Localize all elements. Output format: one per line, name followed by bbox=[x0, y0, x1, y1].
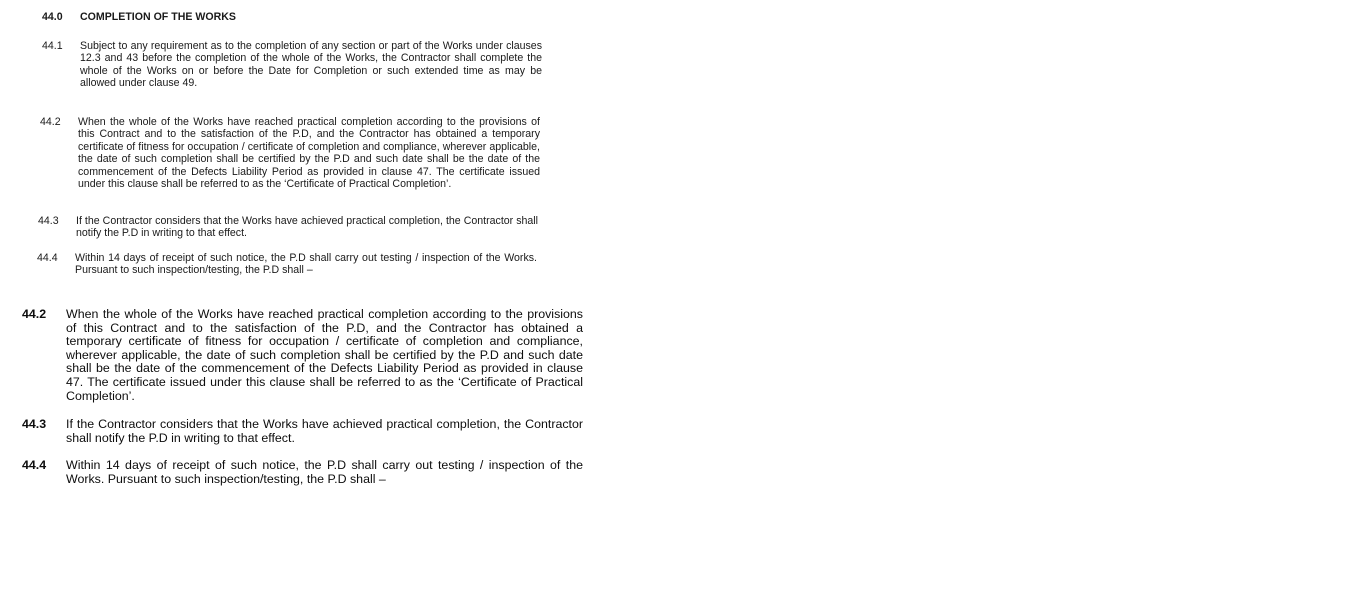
clause-text: When the whole of the Works have reached practical completion according to the provisions of this Contract and to the satisfaction of the P.D, and the Contractor has obtained a temporary certificate of fitness for occupation / certificate of completion and compliance, wherever applicable, the date of such completion shall be certified by the P.D and such date shall be the date of the commencement of the Defects Liability Period as provided in clause 47. The certificate issued under this clause shall be referred to as the ‘Certificate of Practical Completion’. bbox=[78, 116, 540, 191]
clause-number: 44.3 bbox=[22, 417, 47, 431]
section-title: COMPLETION OF THE WORKS bbox=[80, 11, 236, 23]
clause-number: 44.2 bbox=[40, 116, 61, 128]
clause-number: 44.4 bbox=[37, 252, 58, 264]
clause-text: Subject to any requirement as to the completion of any section or part of the Works under clauses 12.3 and 43 before the completion of the whole of the Works, the Contractor shall complete the whole of the Works on or before the Date for Completion or such extended time as may be allowed under clause 49. bbox=[80, 40, 542, 90]
clause-number: 44.1 bbox=[42, 40, 63, 52]
clause-text: If the Contractor considers that the Works have achieved practical completion, the Contractor shall notify the P.D in writing to that effect. bbox=[66, 417, 583, 445]
clause-number: 44.3 bbox=[38, 215, 59, 227]
clause-text: Within 14 days of receipt of such notice, the P.D shall carry out testing / inspection of the Works. Pursuant to such inspection/testing, the P.D shall – bbox=[75, 252, 537, 277]
scan-crop-area bbox=[0, 0, 600, 280]
clause-text: Within 14 days of receipt of such notice, the P.D shall carry out testing / inspection of the Works. Pursuant to such inspection/testing, the P.D shall – bbox=[66, 458, 583, 486]
clause-text: If the Contractor considers that the Works have achieved practical completion, the Contractor shall notify the P.D in writing to that effect. bbox=[76, 215, 538, 240]
clause-text: When the whole of the Works have reached practical completion according to the provisions of this Contract and to the satisfaction of the P.D, and the Contractor has obtained a temporary certificate of fitness for occupation / certificate of completion and compliance, wherever applicable, the date of such completion shall be certified by the P.D and such date shall be the date of the commencement of the Defects Liability Period as provided in clause 47. The certificate issued under this clause shall be referred to as the ‘Certificate of Practical Completion’. bbox=[66, 307, 583, 403]
section-number: 44.0 bbox=[42, 11, 63, 23]
clause-number: 44.4 bbox=[22, 458, 47, 472]
clause-number: 44.2 bbox=[22, 307, 47, 321]
scanned-page-excerpt bbox=[0, 0, 600, 280]
